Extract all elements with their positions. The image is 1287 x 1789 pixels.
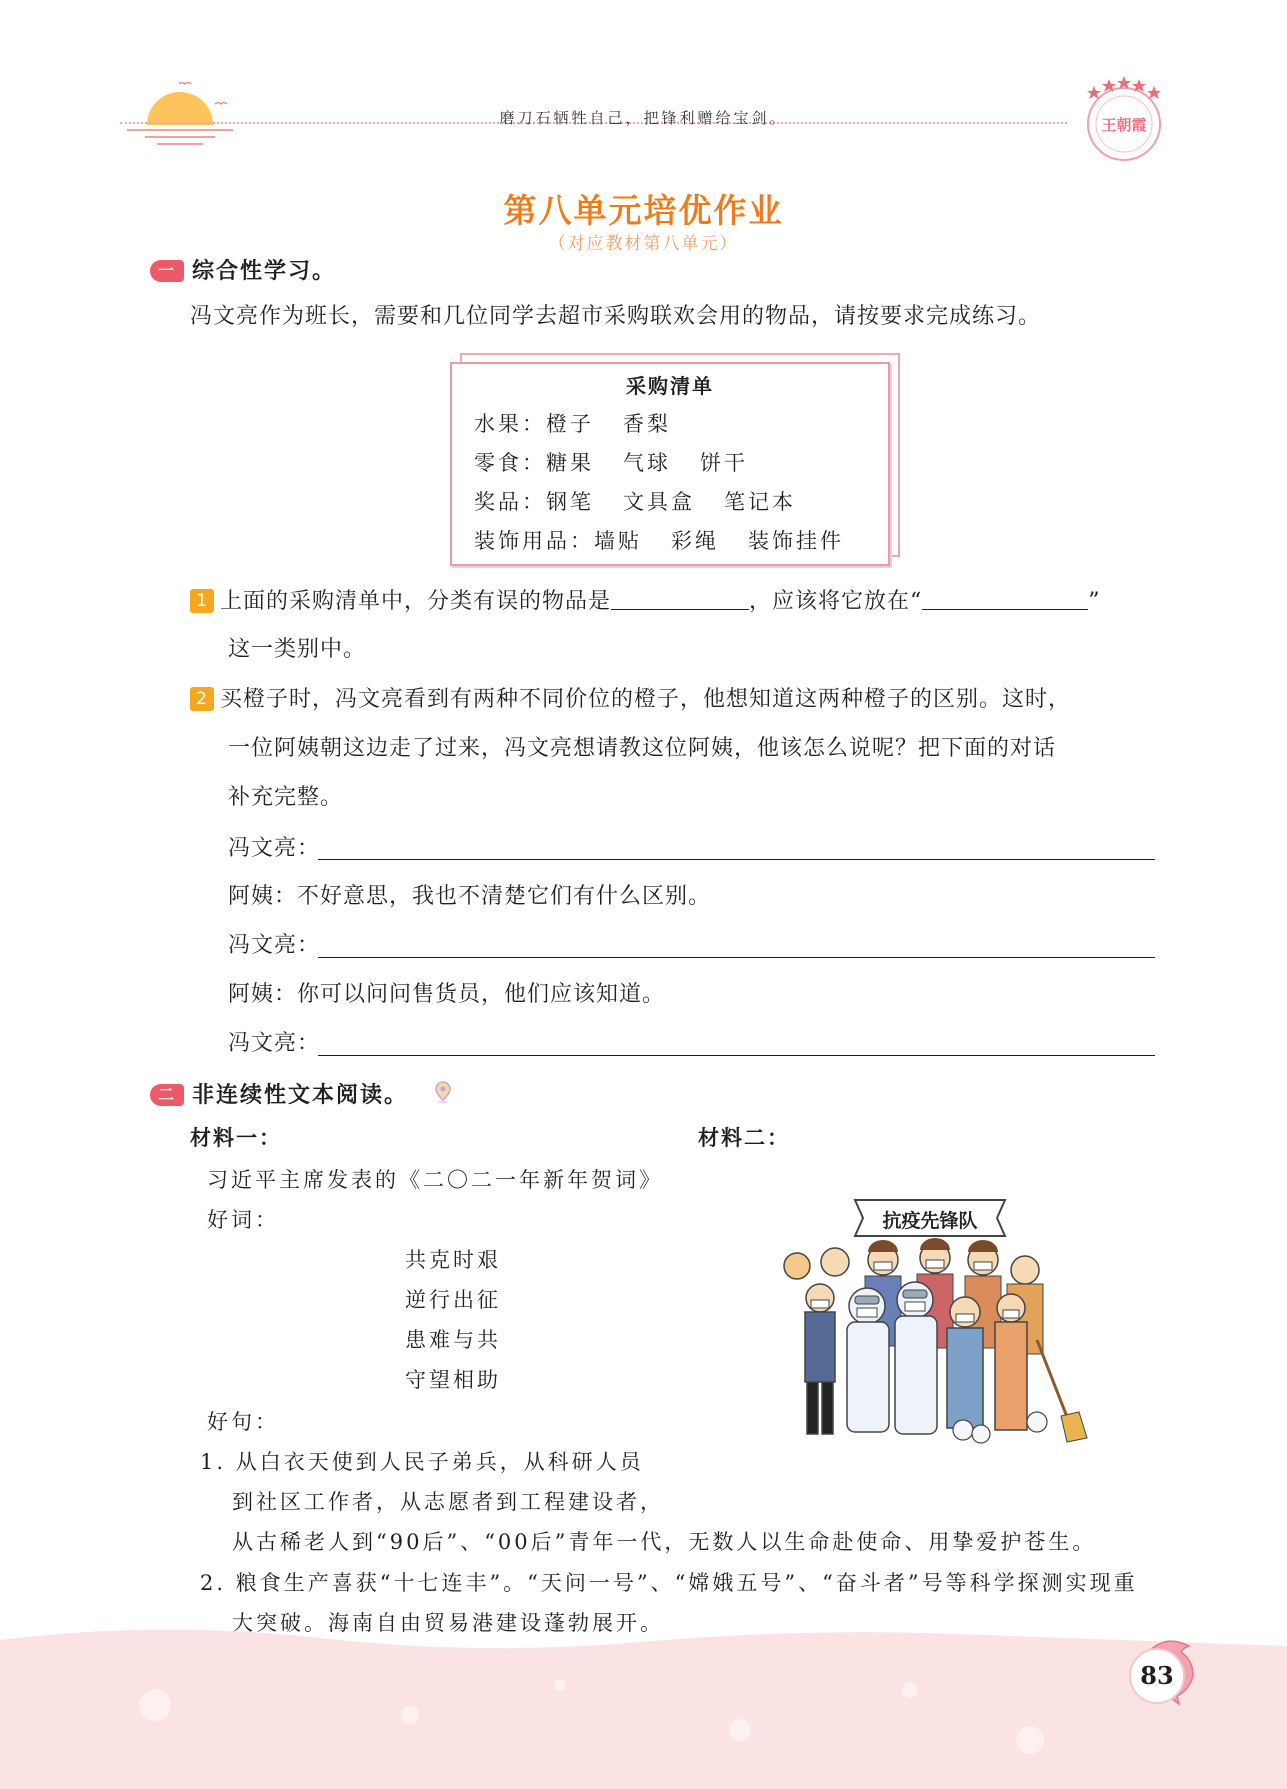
list-row-prize: 奖品：钢笔 文具盒 笔记本 <box>474 490 797 514</box>
section2-badge: 二 <box>150 1084 184 1106</box>
answer-line-3[interactable] <box>318 1055 1155 1056</box>
dialogue-line-4: 阿姨：你可以问问售货员，他们应该知道。 <box>228 982 666 1007</box>
dialogue-line-5: 冯文亮： <box>228 1031 321 1056</box>
answer-blank-item[interactable] <box>611 587 749 610</box>
question-2-line-3: 补充完整。 <box>228 785 344 810</box>
good-word-1: 共克时艰 <box>405 1248 501 1272</box>
section1-heading-text: 综合性学习。 <box>192 259 337 284</box>
answer-line-2[interactable] <box>318 957 1155 958</box>
shopping-list-card <box>450 362 890 566</box>
dialogue-line-3: 冯文亮： <box>228 933 321 958</box>
material1-source: 习近平主席发表的《二〇二一年新年贺词》 <box>207 1168 663 1192</box>
section2-heading-text: 非连续性文本阅读。 <box>192 1083 409 1108</box>
page-subtitle: （对应教材第八单元） <box>548 234 739 254</box>
dialogue-line-1: 冯文亮： <box>228 836 321 861</box>
section1-heading <box>150 254 336 285</box>
banner-text: 抗疫先锋队 <box>882 1210 978 1232</box>
question-1-text-a: 上面的采购清单中，分类有误的物品是 <box>220 589 612 614</box>
brand-seal-icon <box>1078 72 1170 164</box>
bottom-wave-decoration <box>0 1620 1287 1789</box>
sentence-line-1: 1. 从白衣天使到人民子弟兵，从科研人员 <box>200 1450 644 1474</box>
good-word-4: 守望相助 <box>405 1368 501 1392</box>
question-2-badge: 2 <box>190 687 214 711</box>
question-1-cont: 这一类别中。 <box>228 637 367 662</box>
page-title: 第八单元培优作业 <box>503 191 784 230</box>
question-1-badge: 1 <box>190 589 214 613</box>
good-sentences-label: 好句： <box>207 1410 279 1434</box>
good-words-label: 好词： <box>207 1208 279 1232</box>
list-row-snack: 零食：糖果 气球 饼干 <box>474 451 749 475</box>
question-2-line-1: 买橙子时，冯文亮看到有两种不同价位的橙子，他想知道这两种橙子的区别。这时， <box>220 687 1072 712</box>
question-2-line-2: 一位阿姨朝这边走了过来，冯文亮想请教这位阿姨，他该怎么说呢？把下面的对话 <box>228 736 1057 761</box>
question-1-text-c: ” <box>1088 589 1101 614</box>
page-number: 83 <box>1129 1648 1185 1704</box>
header-motto: 磨刀石牺牲自己，把锋利赠给宝剑。 <box>499 109 788 127</box>
dialogue-line-2: 阿姨：不好意思，我也不清楚它们有什么区别。 <box>228 884 712 909</box>
question-1 <box>190 587 1101 617</box>
sentence-line-2: 到社区工作者，从志愿者到工程建设者， <box>232 1490 664 1514</box>
material2-label: 材料二： <box>698 1126 790 1150</box>
section2-heading <box>150 1078 408 1109</box>
sentence-line-5: 大突破。海南自由贸易港建设蓬勃展开。 <box>232 1611 664 1635</box>
brand-seal-text: 王朝霞 <box>1101 116 1147 134</box>
illustration-anti-epidemic-team <box>775 1190 1095 1450</box>
material1-label: 材料一： <box>190 1126 282 1150</box>
sentence-line-3: 从古稀老人到“90后”、“00后”青年一代，无数人以生命赴使命、用挚爱护苍生。 <box>232 1530 1097 1554</box>
location-pin-icon <box>433 1080 453 1104</box>
question-1-text-b: ，应该将它放在“ <box>749 589 923 614</box>
list-row-decor: 装饰用品：墙贴 彩绳 装饰挂件 <box>474 529 845 553</box>
shopping-list-title: 采购清单 <box>626 374 714 398</box>
section1-badge: 一 <box>150 260 184 282</box>
list-row-fruit: 水果：橙子 香梨 <box>474 412 672 436</box>
question-2 <box>190 685 1071 715</box>
answer-blank-category[interactable] <box>922 587 1088 610</box>
good-word-2: 逆行出征 <box>405 1288 501 1312</box>
sentence-line-4: 2. 粮食生产喜获“十七连丰”。“天问一号”、“嫦娥五号”、“奋斗者”号等科学探测实现重 <box>200 1571 1138 1595</box>
good-word-3: 患难与共 <box>405 1328 501 1352</box>
answer-line-1[interactable] <box>318 859 1155 860</box>
section1-intro: 冯文亮作为班长，需要和几位同学去超市采购联欢会用的物品，请按要求完成练习。 <box>190 304 1042 329</box>
